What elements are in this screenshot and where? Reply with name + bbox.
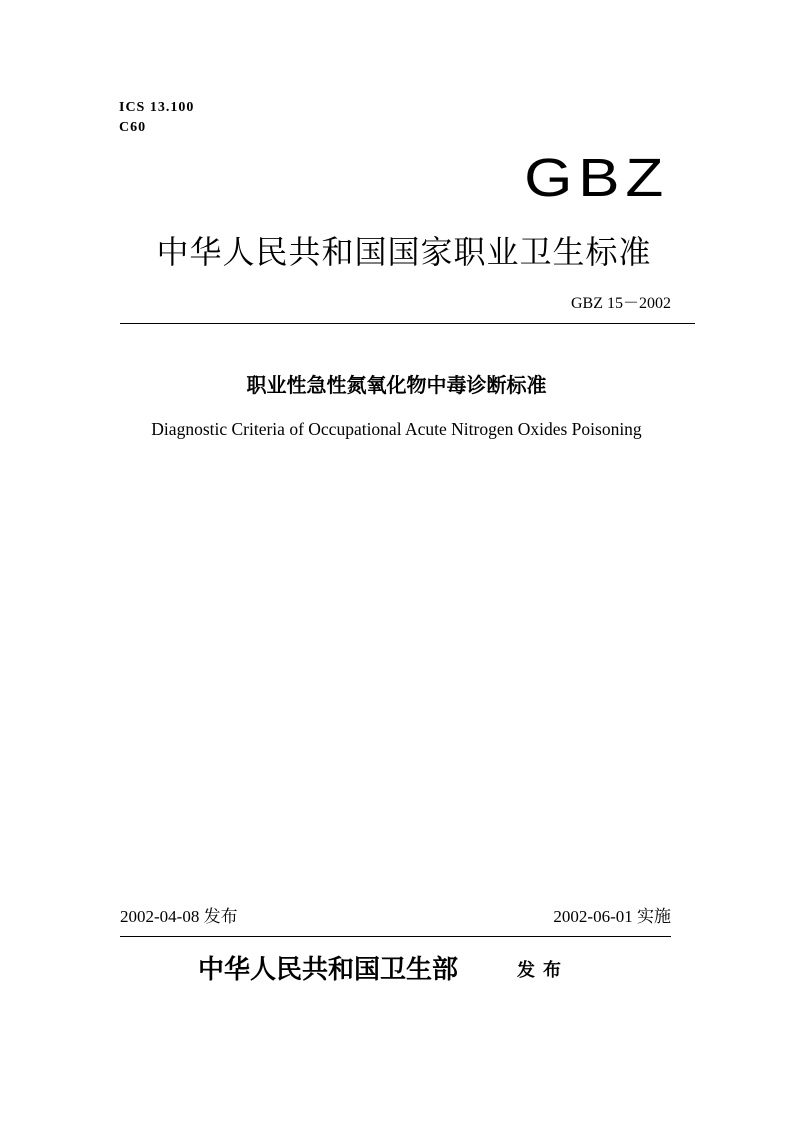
ics-code: ICS 13.100: [119, 100, 195, 115]
standard-number: GBZ 15－2002: [570, 295, 671, 312]
document-title-english: Diagnostic Criteria of Occupational Acute Nitrogen Oxides Poisoning: [151, 419, 642, 439]
footer-divider: [120, 936, 671, 937]
classification-code: C60: [119, 120, 147, 135]
document-title-chinese: 职业性急性氮氧化物中毒诊断标准: [246, 373, 547, 397]
gbz-logo: GBZ: [524, 148, 669, 208]
publish-label: 发布: [517, 960, 569, 981]
implementation-date: 2002-06-01 实施: [553, 907, 671, 926]
issue-date: 2002-04-08 发布: [120, 907, 238, 926]
standard-category: 中华人民共和国国家职业卫生标准: [156, 233, 652, 271]
header-divider: [120, 323, 695, 324]
issuing-authority: 中华人民共和国卫生部: [198, 955, 459, 985]
